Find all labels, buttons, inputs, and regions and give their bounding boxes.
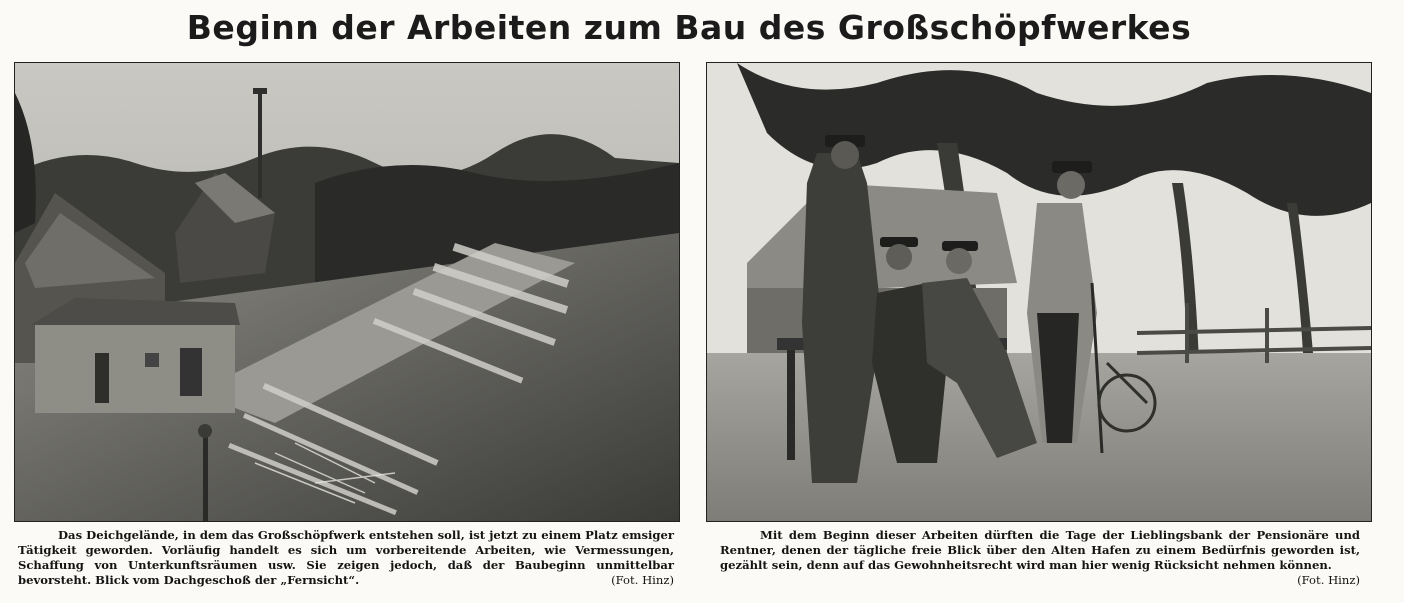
headline: Beginn der Arbeiten zum Bau des Großschöpfwerkes xyxy=(186,8,1192,47)
photo-pensioners-bench xyxy=(706,62,1372,522)
photo-construction-site xyxy=(14,62,680,522)
caption-left-text: Das Deichgelände, in dem das Großschöpfwerk entstehen soll, ist jetzt zu einem Platz emsiger Tätigkeit geworden. Vorläufig handelt es sich um vorbereitende Arbeiten, wie Vermessungen, Schaffung von Unterkunftsräumen usw. Sie zeigen jedoch, daß der Baubeginn unmittelbar bevorsteht. Blick vom Dachgeschoß der „Fernsicht“. xyxy=(18,528,674,587)
caption-left xyxy=(18,528,674,588)
caption-right-text: Mit dem Beginn dieser Arbeiten dürften die Tage der Lieblingsbank der Pensionäre und Rentner, denen der tägliche freie Blick über den Alten Hafen zu einem Bedürfnis geworden ist, gezählt sein, denn auf das Gewohnheitsrecht wird man hier wenig Rücksicht nehmen können. xyxy=(720,528,1360,572)
photo-credit-left: (Fot. Hinz) xyxy=(611,573,674,587)
photo-credit-right: (Fot. Hinz) xyxy=(1297,573,1360,587)
caption-right xyxy=(720,528,1360,588)
